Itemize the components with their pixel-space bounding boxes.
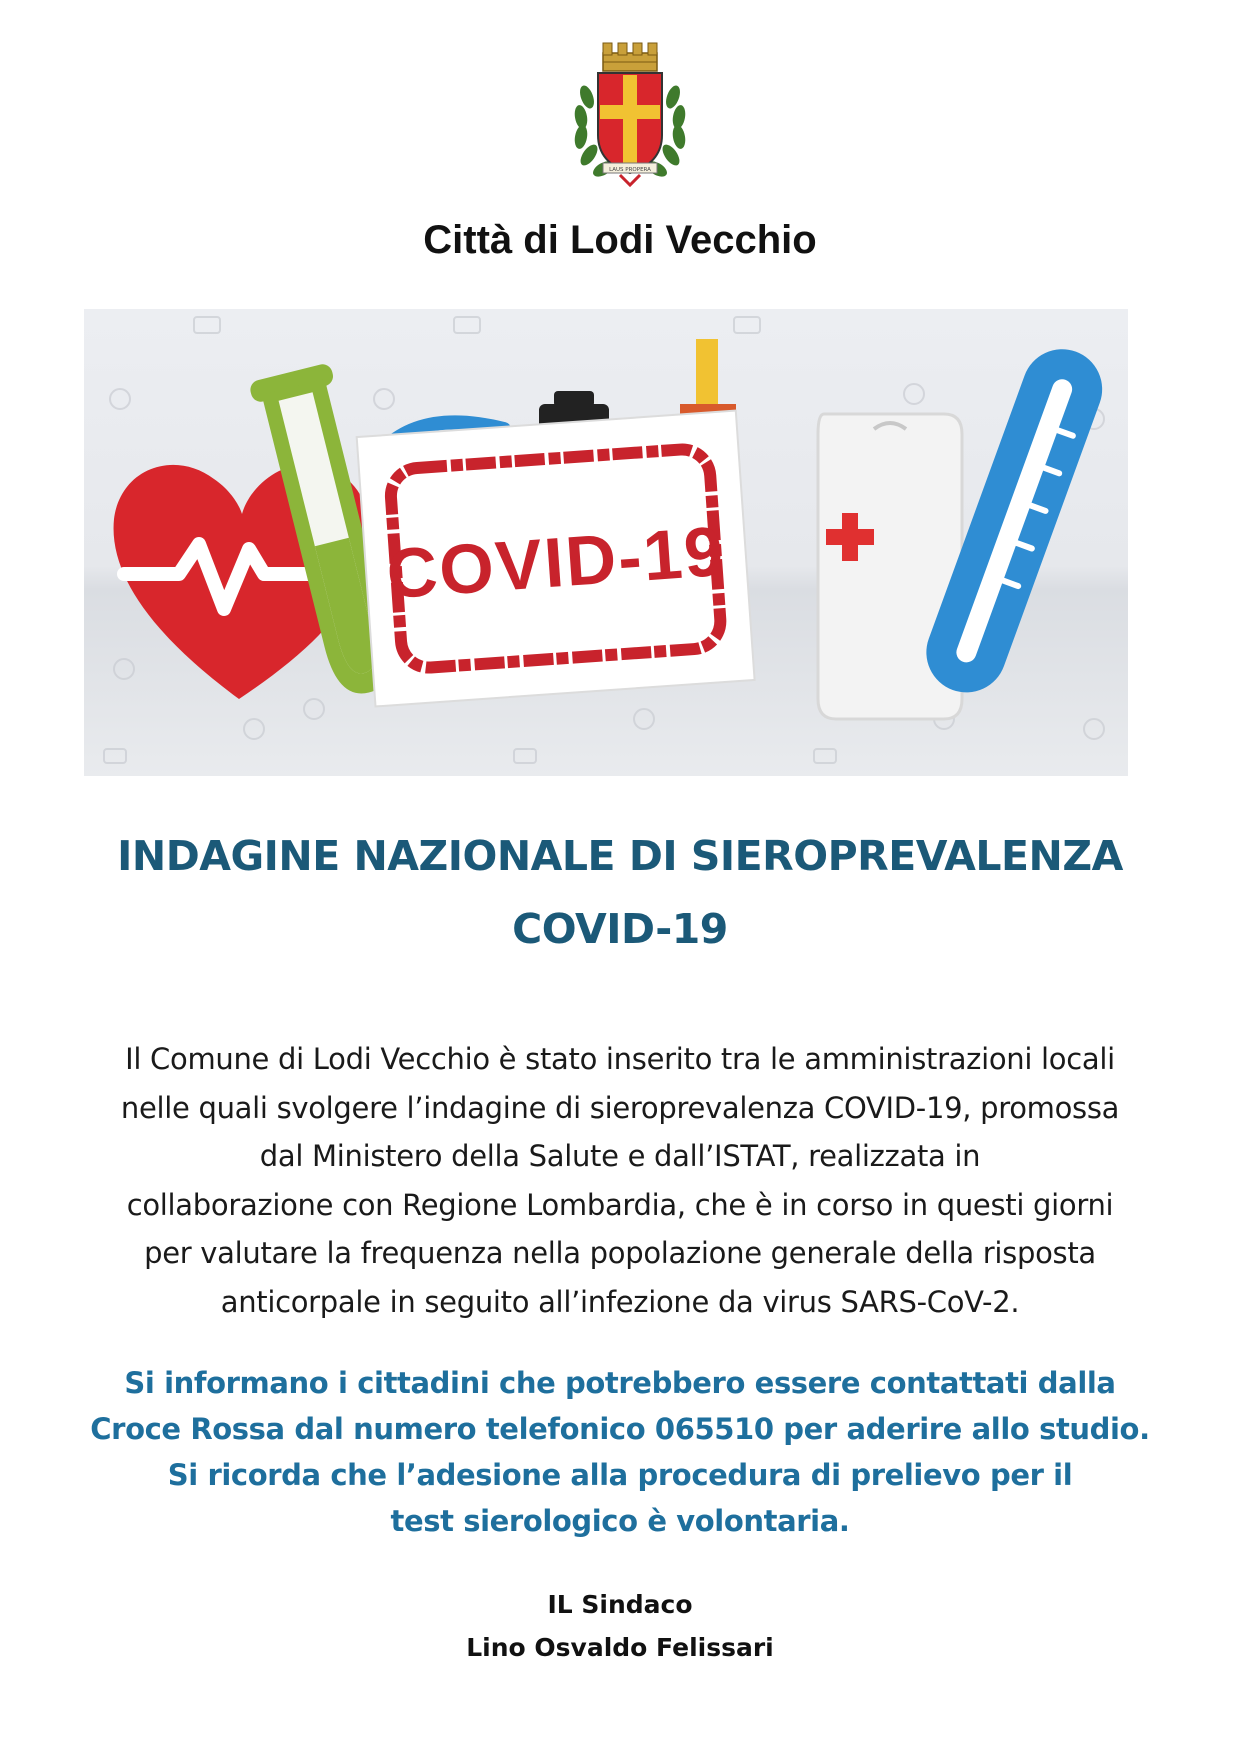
body-paragraph <box>90 1035 1150 1326</box>
body-line: collaborazione con Regione Lombardia, che è in corso in questi giorni <box>126 1187 1114 1222</box>
covid-stamp <box>357 411 755 707</box>
crown <box>603 43 657 71</box>
signature-role: IL Sindaco <box>547 1590 693 1619</box>
body-line: per valutare la frequenza nella popolazione generale della risposta <box>144 1236 1096 1270</box>
notice-paragraph <box>80 1360 1160 1544</box>
covid-banner-illustration <box>84 309 1128 776</box>
body-line: anticorpale in seguito all’infezione da virus SARS-CoV-2. <box>220 1284 1020 1319</box>
notice-line: test sierologico è volontaria. <box>390 1504 850 1538</box>
notice-line: Si ricorda che l’adesione alla procedura di prelievo per il <box>167 1458 1073 1492</box>
notice-line: Si informano i cittadini che potrebbero essere contattati dalla <box>124 1366 1116 1400</box>
body-line: Il Comune di Lodi Vecchio è stato inserito tra le amministrazioni locali <box>125 1042 1115 1076</box>
city-crest <box>565 35 695 195</box>
stamp-text: COVID-19 <box>384 511 728 614</box>
svg-text:LAUS PROPERA: LAUS PROPERA <box>609 167 651 173</box>
notice-line: Croce Rossa dal numero telefonico 065510 per aderire allo studio. <box>90 1412 1150 1446</box>
city-name: Città di Lodi Vecchio <box>423 218 817 262</box>
body-line: dal Ministero della Salute e dall’ISTAT, realizzata in <box>259 1139 981 1173</box>
signature-name: Lino Osvaldo Felissari <box>466 1633 774 1662</box>
body-line: nelle quali svolgere l’indagine di sieroprevalenza COVID-19, promossa <box>120 1090 1120 1125</box>
headline-line-2: COVID-19 <box>512 905 728 953</box>
headline-line-1: INDAGINE NAZIONALE DI SIEROPREVALENZA <box>117 832 1123 880</box>
